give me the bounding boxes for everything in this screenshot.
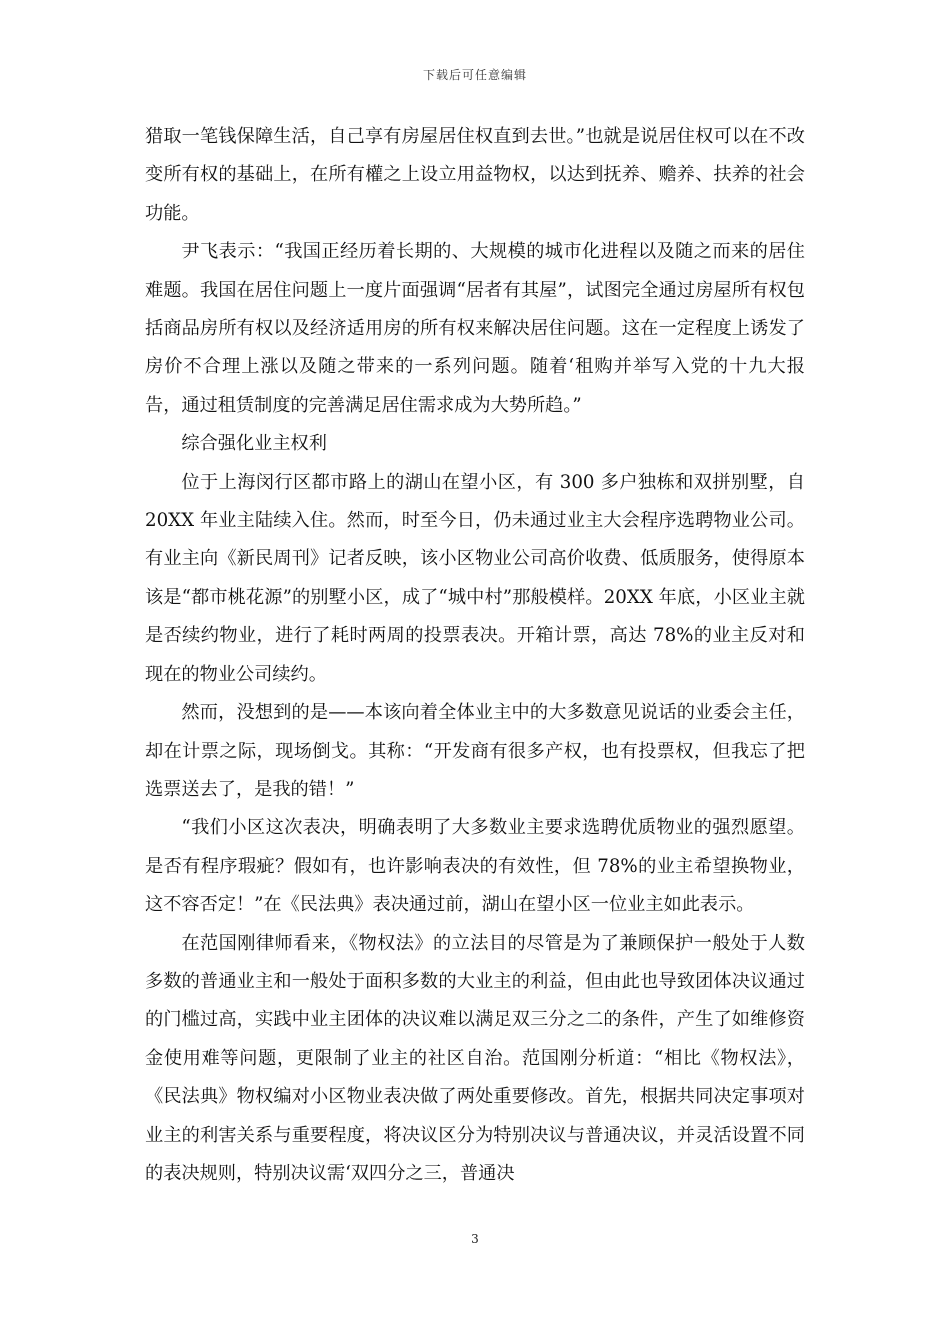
body-paragraph-2: 尹飞表示：“我国正经历着长期的、大规模的城市化进程以及随之而来的居住难题。我国在居住问题上一度片面强调“居者有其屋”，试图完全通过房屋所有权包括商品房所有权以及经济适用房的所有权来解决居住问题。这在一定程度上诱发了房价不合理上涨以及随之带来的一系列问题。随着‘租购并举写入党的十九大报告，通过租赁制度的完善满足居住需求成为大势所趋。” bbox=[145, 241, 805, 416]
body-paragraph-3: 位于上海闵行区都市路上的湖山在望小区，有 300 多户独栋和双拼别墅，自 20XX 年业主陆续入住。然而，时至今日，仍未通过业主大会程序选聘物业公司。有业主向《新民周刊》记者反映，该小区物业公司高价收费、低质服务，使得原本该是“都市桃花源”的别墅小区，成了“城中村”那般模样。20XX 年底，小区业主就是否续约物业，进行了耗时两周的投票表决。开箱计票，高达 78%的业主反对和现在的物业公司续约。 bbox=[145, 471, 805, 685]
document-body bbox=[145, 118, 805, 1193]
body-paragraph-6: 在范国刚律师看来，《物权法》的立法目的尽管是为了兼顾保护一般处于人数多数的普通业主和一般处于面积多数的大业主的利益，但由此也导致团体决议通过的门槛过高，实践中业主团体的决议难以满足双三分之二的条件，产生了如维修资金使用难等问题，更限制了业主的社区自治。范国刚分析道：“相比《物权法》，《民法典》物权编对小区物业表决做了两处重要修改。首先，根据共同决定事项对业主的利害关系与重要程度，将决议区分为特别决议与普通决议，并灵活设置不同的表决规则，特别决议需‘双四分之三，普通决 bbox=[145, 932, 805, 1184]
page-number: 3 bbox=[471, 1232, 479, 1246]
body-paragraph-1: 猎取一笔钱保障生活，自己享有房屋居住权直到去世。”也就是说居住权可以在不改变所有权的基础上，在所有權之上设立用益物权，以达到抚养、赡养、扶养的社会功能。 bbox=[145, 126, 805, 224]
section-heading: 综合强化业主权利 bbox=[181, 433, 327, 455]
page-header: 下载后可任意编辑 bbox=[422, 68, 527, 82]
body-paragraph-4: 然而，没想到的是——本该向着全体业主中的大多数意见说话的业委会主任，却在计票之际，现场倒戈。其称：“开发商有很多产权，也有投票权，但我忘了把选票送去了，是我的错！” bbox=[145, 702, 805, 800]
body-paragraph-5: “我们小区这次表决，明确表明了大多数业主要求选聘优质物业的强烈愿望。是否有程序瑕疵？假如有，也许影响表决的有效性，但 78%的业主希望换物业，这不容否定！”在《民法典》表决通过前，湖山在望小区一位业主如此表示。 bbox=[145, 817, 805, 916]
